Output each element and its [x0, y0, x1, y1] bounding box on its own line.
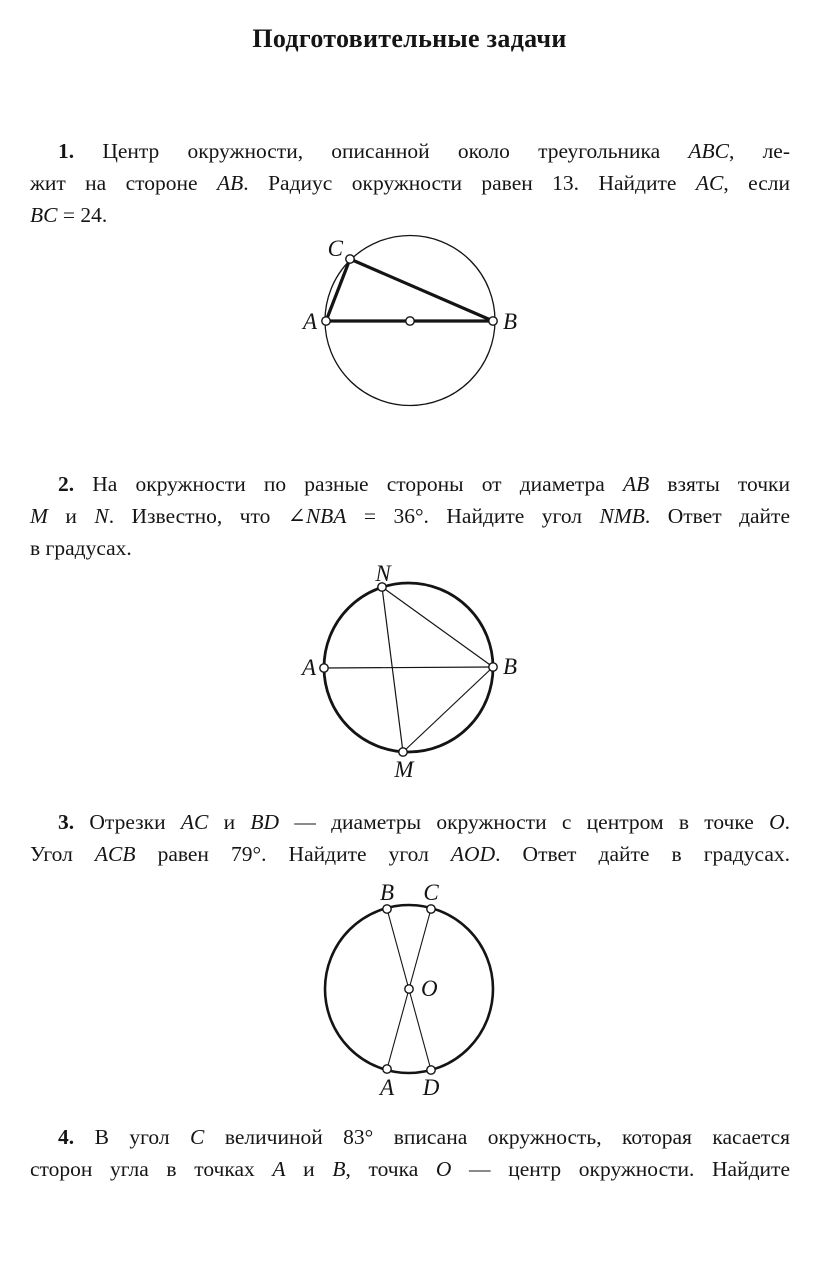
problem-1-line-3: BC = 24.: [30, 203, 108, 227]
problem-2-line-1: 2. На окружности по разные стороны от диаметра AB взяты точки: [58, 472, 790, 496]
label-b: B: [503, 654, 518, 679]
point-b-marker: [489, 663, 497, 671]
point-d-marker: [427, 1066, 435, 1074]
diagram-2-inscribed-angles: [300, 561, 517, 782]
problem-1-line-1: 1. Центр окружности, описанной около треугольника ABC, ле-: [58, 139, 790, 163]
problem-1-line-2: жит на стороне AB. Радиус окружности равен 13. Найдите AC, если: [30, 171, 790, 195]
label-b: B: [503, 309, 518, 334]
label-c: C: [327, 236, 343, 261]
label-b: B: [379, 880, 395, 905]
center-o-marker: [405, 985, 413, 993]
point-m-marker: [399, 748, 407, 756]
problem-4-line-2: сторон угла в точках A и B, точка O — центр окружности. Найдите: [30, 1157, 790, 1181]
diagram-3-crossed-diameters: [325, 880, 493, 1100]
problem-3-line-2: Угол ACB равен 79°. Найдите угол AOD. Ответ дайте в градусах.: [30, 842, 790, 866]
center-point-marker: [406, 317, 414, 325]
point-c-marker: [427, 905, 435, 913]
diagram-1-circumscribed-triangle: [301, 236, 517, 406]
label-a: A: [302, 309, 317, 334]
label-d: D: [422, 1075, 440, 1100]
chord-mb: [403, 667, 493, 752]
triangle-abc: [326, 259, 493, 321]
problem-3-line-1: 3. Отрезки AC и BD — диаметры окружности с центром в точке O.: [58, 810, 790, 834]
problem-2-line-2: M и N. Известно, что ∠NBA = 36°. Найдите угол NMB. Ответ дайте: [30, 504, 790, 528]
diameter-ab: [324, 667, 493, 668]
label-m: M: [394, 757, 414, 782]
label-n: N: [375, 561, 391, 586]
label-o: O: [421, 976, 438, 1001]
page-title: Подготовительные задачи: [252, 24, 567, 53]
chord-nm: [382, 587, 403, 752]
point-b-marker: [489, 317, 497, 325]
problem-2-line-3: в градусах.: [30, 536, 132, 560]
chord-nb: [382, 587, 493, 667]
point-a-marker: [322, 317, 330, 325]
point-a-marker: [383, 1065, 391, 1073]
label-a: A: [301, 655, 316, 680]
point-b-marker: [383, 905, 391, 913]
label-c: C: [423, 880, 439, 905]
problem-4-line-1: 4. В угол C величиной 83° вписана окружность, которая касается: [58, 1125, 791, 1149]
label-a: A: [379, 1075, 395, 1100]
point-a-marker: [320, 664, 328, 672]
point-c-marker: [346, 255, 354, 263]
